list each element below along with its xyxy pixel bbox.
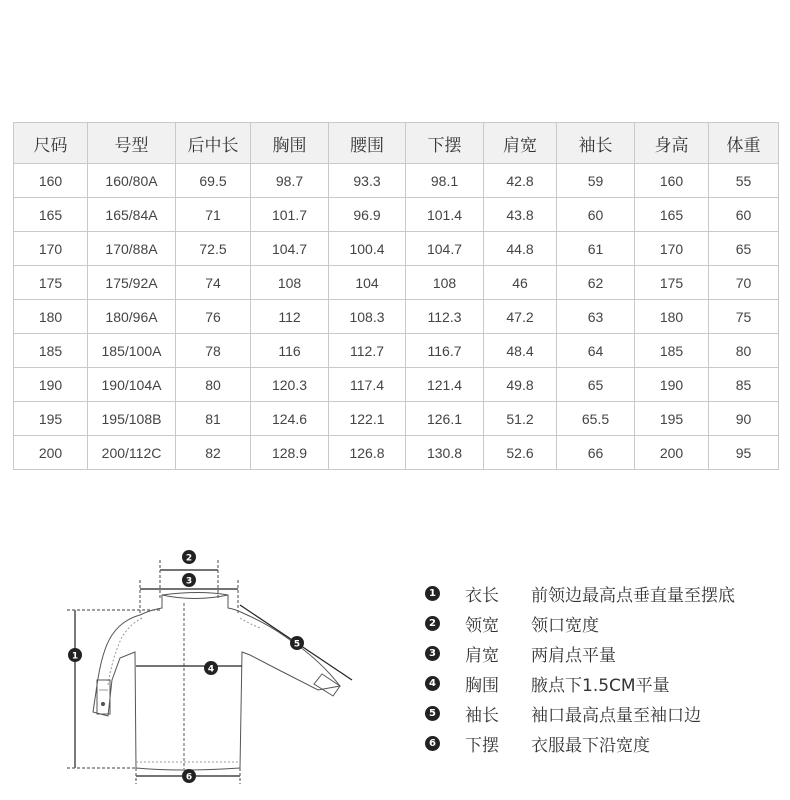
table-cell: 165 bbox=[635, 198, 709, 232]
table-cell: 116.7 bbox=[406, 334, 484, 368]
legend-desc: 领口宽度 bbox=[531, 615, 599, 636]
table-row bbox=[14, 198, 779, 232]
measurement-legend bbox=[425, 578, 735, 758]
legend-name: 下摆 bbox=[465, 735, 499, 756]
table-cell: 190/104A bbox=[88, 368, 176, 402]
size-table bbox=[13, 122, 779, 470]
table-cell: 200 bbox=[14, 436, 88, 470]
legend-number: 6 bbox=[425, 736, 440, 751]
table-cell: 104.7 bbox=[406, 232, 484, 266]
table-cell: 121.4 bbox=[406, 368, 484, 402]
column-header: 胸围 bbox=[251, 123, 329, 164]
table-cell: 160/80A bbox=[88, 164, 176, 198]
legend-name: 袖长 bbox=[465, 705, 499, 726]
table-cell: 165/84A bbox=[88, 198, 176, 232]
table-row bbox=[14, 436, 779, 470]
legend-item bbox=[425, 698, 735, 728]
table-cell: 62 bbox=[557, 266, 635, 300]
table-cell: 200 bbox=[635, 436, 709, 470]
table-cell: 75 bbox=[709, 300, 779, 334]
table-cell: 175/92A bbox=[88, 266, 176, 300]
column-header: 袖长 bbox=[557, 123, 635, 164]
table-row bbox=[14, 232, 779, 266]
legend-name: 肩宽 bbox=[465, 645, 499, 666]
table-cell: 98.1 bbox=[406, 164, 484, 198]
table-cell: 108 bbox=[406, 266, 484, 300]
table-cell: 80 bbox=[176, 368, 251, 402]
column-header: 肩宽 bbox=[484, 123, 557, 164]
table-cell: 112.3 bbox=[406, 300, 484, 334]
table-cell: 43.8 bbox=[484, 198, 557, 232]
table-cell: 190 bbox=[635, 368, 709, 402]
table-cell: 72.5 bbox=[176, 232, 251, 266]
table-cell: 165 bbox=[14, 198, 88, 232]
table-cell: 112 bbox=[251, 300, 329, 334]
table-cell: 51.2 bbox=[484, 402, 557, 436]
table-cell: 170 bbox=[14, 232, 88, 266]
table-body bbox=[14, 164, 779, 470]
table-cell: 42.8 bbox=[484, 164, 557, 198]
table-row bbox=[14, 368, 779, 402]
marker-4: 4 bbox=[207, 664, 215, 675]
table-cell: 44.8 bbox=[484, 232, 557, 266]
table-cell: 128.9 bbox=[251, 436, 329, 470]
table-cell: 76 bbox=[176, 300, 251, 334]
table-cell: 95 bbox=[709, 436, 779, 470]
table-cell: 160 bbox=[14, 164, 88, 198]
table-cell: 55 bbox=[709, 164, 779, 198]
table-cell: 175 bbox=[635, 266, 709, 300]
table-row bbox=[14, 334, 779, 368]
table-row bbox=[14, 402, 779, 436]
table-cell: 96.9 bbox=[329, 198, 406, 232]
legend-item bbox=[425, 578, 735, 608]
table-cell: 120.3 bbox=[251, 368, 329, 402]
column-header: 尺码 bbox=[14, 123, 88, 164]
table-cell: 81 bbox=[176, 402, 251, 436]
table-row bbox=[14, 164, 779, 198]
table-cell: 66 bbox=[557, 436, 635, 470]
table-cell: 64 bbox=[557, 334, 635, 368]
table-cell: 90 bbox=[709, 402, 779, 436]
garment-diagram bbox=[50, 540, 370, 790]
table-cell: 80 bbox=[709, 334, 779, 368]
marker-3: 3 bbox=[185, 576, 193, 587]
table-row bbox=[14, 300, 779, 334]
column-header: 号型 bbox=[88, 123, 176, 164]
left-cuff bbox=[97, 680, 110, 714]
table-cell: 101.7 bbox=[251, 198, 329, 232]
table-cell: 175 bbox=[14, 266, 88, 300]
legend-name: 胸围 bbox=[465, 675, 499, 696]
table-cell: 180 bbox=[14, 300, 88, 334]
column-header: 后中长 bbox=[176, 123, 251, 164]
legend-desc: 前领边最高点垂直量至摆底 bbox=[531, 585, 735, 606]
table-cell: 124.6 bbox=[251, 402, 329, 436]
column-header: 下摆 bbox=[406, 123, 484, 164]
table-cell: 61 bbox=[557, 232, 635, 266]
marker-5: 5 bbox=[293, 639, 301, 650]
table-cell: 180/96A bbox=[88, 300, 176, 334]
legend-desc: 袖口最高点量至袖口边 bbox=[531, 705, 701, 726]
table-cell: 52.6 bbox=[484, 436, 557, 470]
table-cell: 59 bbox=[557, 164, 635, 198]
table-cell: 74 bbox=[176, 266, 251, 300]
marker-2: 2 bbox=[185, 553, 193, 564]
table-cell: 104 bbox=[329, 266, 406, 300]
table-cell: 185 bbox=[14, 334, 88, 368]
table-cell: 82 bbox=[176, 436, 251, 470]
table-cell: 78 bbox=[176, 334, 251, 368]
marker-1: 1 bbox=[71, 651, 79, 662]
table-row bbox=[14, 266, 779, 300]
legend-item bbox=[425, 638, 735, 668]
table-cell: 160 bbox=[635, 164, 709, 198]
legend-desc: 腋点下1.5CM平量 bbox=[531, 675, 670, 696]
right-cuff bbox=[314, 674, 340, 696]
table-cell: 101.4 bbox=[406, 198, 484, 232]
table-cell: 180 bbox=[635, 300, 709, 334]
table-cell: 112.7 bbox=[329, 334, 406, 368]
column-header: 体重 bbox=[709, 123, 779, 164]
column-header: 腰围 bbox=[329, 123, 406, 164]
table-cell: 195 bbox=[635, 402, 709, 436]
legend-number: 4 bbox=[425, 676, 440, 691]
legend-number: 2 bbox=[425, 616, 440, 631]
table-cell: 170 bbox=[635, 232, 709, 266]
marker-6: 6 bbox=[185, 772, 193, 783]
table-cell: 190 bbox=[14, 368, 88, 402]
legend-number: 3 bbox=[425, 646, 440, 661]
table-cell: 170/88A bbox=[88, 232, 176, 266]
table-cell: 185 bbox=[635, 334, 709, 368]
table-header bbox=[14, 123, 779, 164]
table-cell: 122.1 bbox=[329, 402, 406, 436]
table-cell: 185/100A bbox=[88, 334, 176, 368]
table-cell: 63 bbox=[557, 300, 635, 334]
table-cell: 47.2 bbox=[484, 300, 557, 334]
table-cell: 195/108B bbox=[88, 402, 176, 436]
legend-name: 衣长 bbox=[465, 585, 499, 606]
table-cell: 100.4 bbox=[329, 232, 406, 266]
legend-number: 5 bbox=[425, 706, 440, 721]
table-cell: 108 bbox=[251, 266, 329, 300]
legend-desc: 两肩点平量 bbox=[531, 645, 616, 666]
table-cell: 126.1 bbox=[406, 402, 484, 436]
table-cell: 49.8 bbox=[484, 368, 557, 402]
legend-item bbox=[425, 608, 735, 638]
table-cell: 195 bbox=[14, 402, 88, 436]
table-cell: 60 bbox=[709, 198, 779, 232]
table-cell: 116 bbox=[251, 334, 329, 368]
table-cell: 130.8 bbox=[406, 436, 484, 470]
legend-number: 1 bbox=[425, 586, 440, 601]
table-cell: 85 bbox=[709, 368, 779, 402]
table-cell: 65 bbox=[709, 232, 779, 266]
table-cell: 108.3 bbox=[329, 300, 406, 334]
table-cell: 69.5 bbox=[176, 164, 251, 198]
legend-desc: 衣服最下沿宽度 bbox=[531, 735, 650, 756]
table-cell: 200/112C bbox=[88, 436, 176, 470]
table-cell: 70 bbox=[709, 266, 779, 300]
table-cell: 65.5 bbox=[557, 402, 635, 436]
table-cell: 60 bbox=[557, 198, 635, 232]
table-cell: 48.4 bbox=[484, 334, 557, 368]
legend-item bbox=[425, 728, 735, 758]
table-cell: 117.4 bbox=[329, 368, 406, 402]
jacket-outline bbox=[93, 593, 340, 771]
legend-name: 领宽 bbox=[465, 615, 499, 636]
table-cell: 98.7 bbox=[251, 164, 329, 198]
table-cell: 71 bbox=[176, 198, 251, 232]
column-header: 身高 bbox=[635, 123, 709, 164]
table-cell: 65 bbox=[557, 368, 635, 402]
table-cell: 93.3 bbox=[329, 164, 406, 198]
table-cell: 126.8 bbox=[329, 436, 406, 470]
table-cell: 104.7 bbox=[251, 232, 329, 266]
legend-item bbox=[425, 668, 735, 698]
table-cell: 46 bbox=[484, 266, 557, 300]
